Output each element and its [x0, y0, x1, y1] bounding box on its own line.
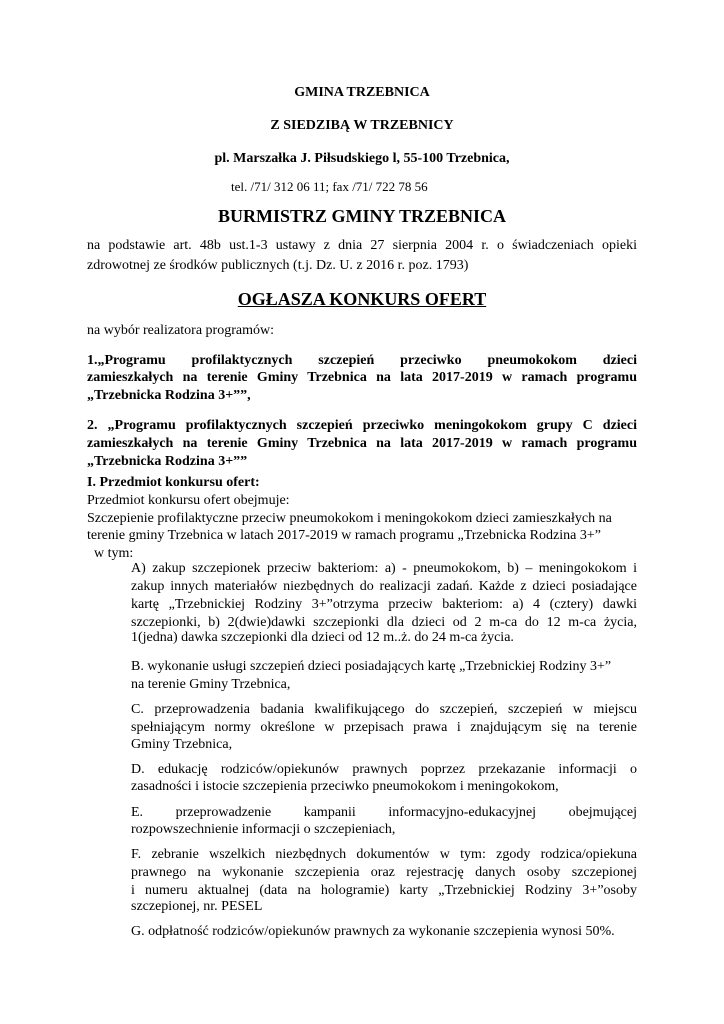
- announcement-intro: na wybór realizatora programów:: [87, 323, 274, 338]
- item-f-line-3: i numeru aktualnej (data na hologramie) karty „Trzebnickiej Rodziny 3+”osoby: [131, 883, 637, 898]
- item-e-line-2: rozpowszechnienie informacji o szczepieniach,: [131, 822, 396, 837]
- program-1-line-3: „Trzebnicka Rodzina 3+””,: [87, 388, 251, 403]
- burmistrz-title: BURMISTRZ GMINY TRZEBNICA: [217, 206, 507, 226]
- item-a-line-2: zakup innych materiałów niezbędnych do realizacji zadań. Każde z dzieci posiadające: [131, 579, 637, 594]
- item-f-line-1: F. zebranie wszelkich niezbędnych dokumentów w tym: zgody rodzica/opiekuna: [131, 847, 637, 862]
- header-address: pl. Marszałka J. Piłsudskiego l, 55-100 Trzebnica,: [214, 151, 510, 166]
- header-siedziba: Z SIEDZIBĄ W TRZEBNICY: [270, 118, 454, 133]
- program-2-line-1: 2. „Programu profilaktycznych szczepień przeciwko meningokokom grupy C dzieci: [87, 418, 637, 433]
- item-f-line-2: prawnego na wykonanie szczepienia oraz rejestrację danych osoby szczepionej: [131, 865, 637, 880]
- item-a-line-3: kartę „Trzebnickiej Rodziny 3+”otrzyma przeciw bakteriom: a) 4 (cztery) dawki: [131, 597, 637, 612]
- item-c-line-2: spełniającym normy określone w przepisach prawa i znajdującym się na terenie: [131, 720, 637, 735]
- item-b-line-2: na terenie Gminy Trzebnica,: [131, 677, 291, 692]
- item-g-line-1: G. odpłatność rodziców/opiekunów prawnych za wykonanie szczepienia wynosi 50%.: [131, 924, 615, 939]
- item-d-line-2: zasadności i istocie szczepienia przeciwko pneumokokom i meningokokom,: [131, 779, 559, 794]
- section-1-scope-line-1: Szczepienie profilaktyczne przeciw pneumokokom i meningokokom dzieci zamieszkałych na: [87, 511, 612, 526]
- item-c-line-3: Gminy Trzebnica,: [131, 737, 233, 752]
- program-1-line-1: 1.„Programu profilaktycznych szczepień przeciwko pneumokokom dzieci: [87, 353, 637, 368]
- item-e-line-1: E. przeprowadzenie kampanii informacyjno-edukacyjnej obejmującej: [131, 805, 637, 820]
- section-1-scope-intro: Przedmiot konkursu ofert obejmuje:: [87, 493, 290, 508]
- program-1-line-2: zamieszkałych na terenie Gminy Trzebnica na lata 2017-2019 w ramach programu: [87, 370, 637, 385]
- item-a-line-1: A) zakup szczepionek przeciw bakteriom: a) - pneumokokom, b) – meningokokom i: [131, 561, 637, 576]
- header-gmina: GMINA TRZEBNICA: [294, 85, 430, 100]
- section-1-scope-line-2: terenie gminy Trzebnica w latach 2017-2019 w ramach programu „Trzebnicka Rodzina 3+”: [87, 528, 601, 543]
- section-1-scope-line-3: w tym:: [94, 546, 134, 561]
- item-b-line-1: B. wykonanie usługi szczepień dzieci posiadających kartę „Trzebnickiej Rodziny 3+”: [131, 659, 612, 674]
- legal-basis-line-2: zdrowotnej ze środków publicznych (t.j. Dz. U. z 2016 r. poz. 1793): [87, 258, 469, 273]
- item-c-line-1: C. przeprowadzenia badania kwalifikującego do szczepień, szczepień w miejscu: [131, 702, 637, 717]
- item-d-line-1: D. edukację rodziców/opiekunów prawnych poprzez przekazanie informacji o: [131, 762, 637, 777]
- item-a-line-4: szczepionki, b) 2(dwie)dawki szczepionki dla dzieci od 2 m-ca do 12 m-ca życia,: [131, 615, 637, 630]
- program-2-line-3: „Trzebnicka Rodzina 3+””: [87, 454, 248, 469]
- section-1-heading: I. Przedmiot konkursu ofert:: [87, 475, 260, 490]
- legal-basis-line-1: na podstawie art. 48b ust.1-3 ustawy z dnia 27 sierpnia 2004 r. o świadczeniach opieki: [87, 238, 637, 253]
- item-f-line-4: szczepionej, nr. PESEL: [131, 899, 263, 914]
- program-2-line-2: zamieszkałych na terenie Gminy Trzebnica na lata 2017-2019 w ramach programu: [87, 436, 637, 451]
- announcement-title: OGŁASZA KONKURS OFERT: [237, 289, 487, 309]
- header-contact: tel. /71/ 312 06 11; fax /71/ 722 78 56: [231, 179, 428, 194]
- item-a-line-5: 1(jedna) dawka szczepionki dla dzieci od 12 m..ż. do 24 m-ca życia.: [131, 630, 514, 645]
